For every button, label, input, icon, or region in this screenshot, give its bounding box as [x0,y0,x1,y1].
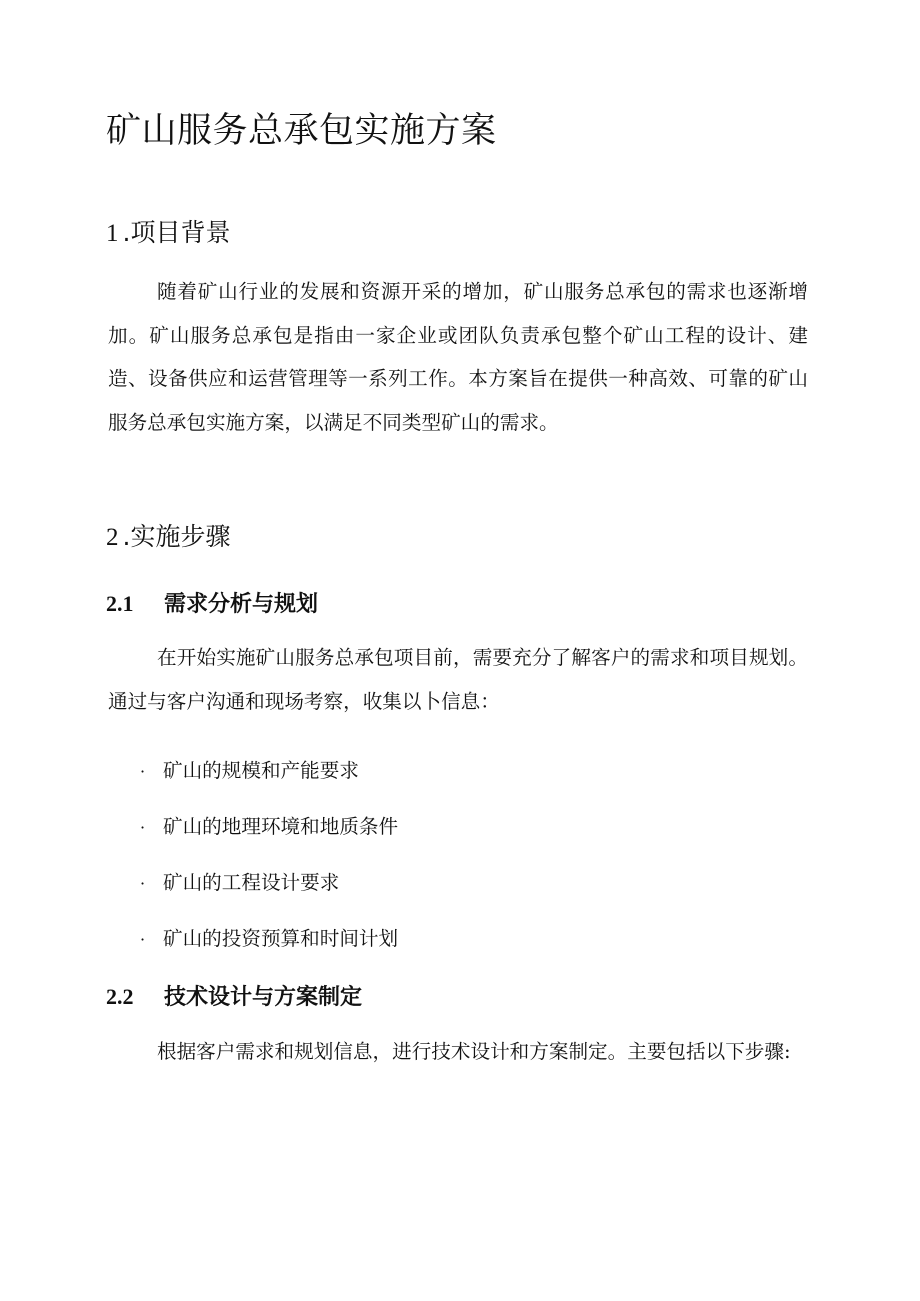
section-title: .项目背景 [122,218,231,247]
bullet-icon: · [140,874,146,893]
list-item-text: 矿山的地理环境和地质条件 [163,815,399,838]
list-item-text: 矿山的规模和产能要求 [163,759,359,782]
paragraph: 随着矿山行业的发展和资源开采的增加，矿山服务总承包的需求也逐渐增加。矿山服务总承包是指由一家企业或团队负责承包整个矿山工程的设计、建造、设备供应和运营管理等一系列工作。本方案旨在提供一种高效、可靠的矿山服务总承包实施方案，以满足不同类型矿山的需求。 [108,280,808,434]
section-number: 1 [106,220,119,247]
list-item [140,754,359,783]
subsection-title: 需求分析与规划 [164,592,319,617]
section-heading [106,517,230,553]
subsection-heading [106,980,362,1011]
subsection-heading [106,587,318,618]
list-item-text: 矿山的投资预算和时间计划 [163,927,399,950]
document-title: 矿山服务总承包实施方案 [106,111,497,151]
section-heading [106,213,230,249]
list-item-text: 矿山的工程设计要求 [163,871,340,894]
subsection-title: 技术设计与方案制定 [164,985,363,1010]
paragraph: 根据客户需求和规划信息，进行技术设计和方案制定。主要包括以下步骤: [157,1040,791,1063]
bullet-icon: · [140,762,146,781]
list-item [140,866,339,895]
list-item [140,810,398,839]
subsection-number: 2.2 [106,984,134,1009]
section-title: .实施步骤 [122,522,231,551]
subsection-number: 2.1 [106,591,134,616]
bullet-icon: · [140,930,146,949]
section-number: 2 [106,524,119,551]
paragraph: 在开始实施矿山服务总承包项目前，需要充分了解客户的需求和项目规划。通过与客户沟通和现场考察，收集以卜信息： [108,646,808,713]
bullet-icon: · [140,818,146,837]
list-item [140,922,398,951]
